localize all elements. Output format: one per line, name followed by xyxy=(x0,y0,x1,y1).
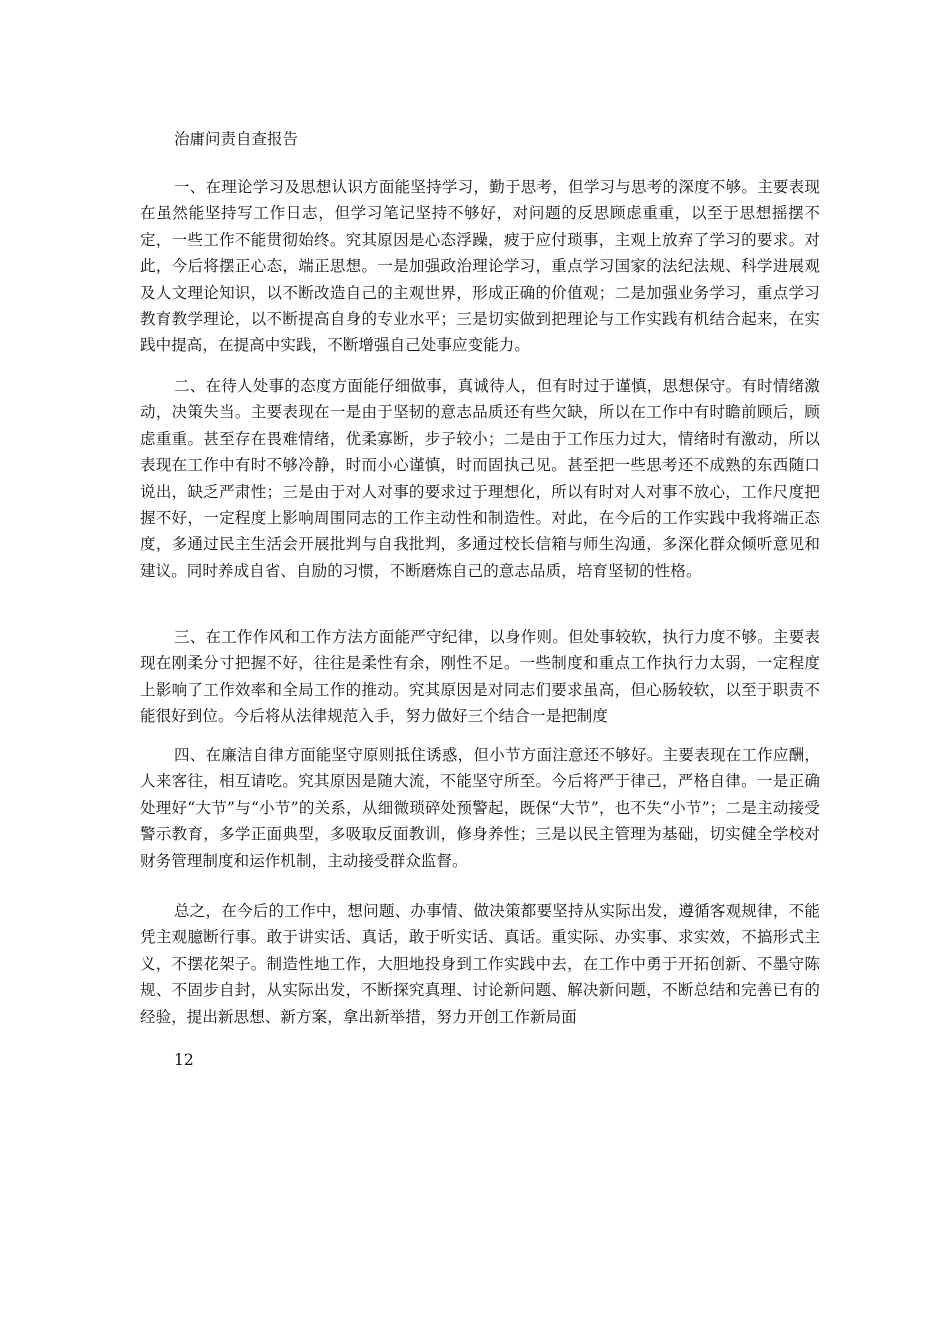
paragraph-theory-study: 一、在理论学习及思想认识方面能坚持学习，勤于思考，但学习与思考的深度不够。主要表现在虽然能坚持写工作日志，但学习笔记坚持不够好，对问题的反思顾虑重重，以至于思想摇摆不定，一些工作不能贯彻始终。究其原因是心态浮躁，疲于应付琐事，主观上放弃了学习的要求。对此，今后将摆正心态，端正思想。一是加强政治理论学习，重点学习国家的法纪法规、科学进展观及人文理论知识，以不断改造自己的主观世界，形成正确的价值观；二是加强业务学习，重点学习教育教学理论，以不断提高自身的专业水平；三是切实做到把理论与工作实践有机结合起来，在实践中提高，在提高中实践，不断增强自己处事应变能力。 xyxy=(140,178,820,355)
page-number: 12 xyxy=(174,1051,194,1069)
paragraph-conclusion: 总之，在今后的工作中，想问题、办事情、做决策都要坚持从实际出发，遵循客观规律，不能凭主观臆断行事。敢于讲实话、真话，敢于听实话、真话。重实际、办实事、求实效，不搞形式主义，不摆花架子。制造性地工作，大胆地投身到工作实践中去，在工作中勇于开拓创新、不墨守陈规、不固步自封，从实际出发，不断探究真理、讨论新问题、解决新问题，不断总结和完善已有的经验，提出新思想、新方案，拿出新举措，努力开创工作新局面 xyxy=(140,902,820,1026)
paragraph-integrity: 四、在廉洁自律方面能坚守原则抵住诱惑，但小节方面注意还不够好。主要表现在工作应酬，人来客往，相互请吃。究其原因是随大流，不能坚守所至。今后将严于律己，严格自律。一是正确处理好“大节”与“小节”的关系，从细微琐碎处预警起，既保“大节”，也不失“小节”；二是主动接受警示教育，多学正面典型，多吸取反面教训，修身养性；三是以民主管理为基础，切实健全学校对财务管理制度和运作机制，主动接受群众监督。 xyxy=(140,746,820,870)
paragraph-attitude: 二、在待人处事的态度方面能仔细做事，真诚待人，但有时过于谨慎，思想保守。有时情绪激动，决策失当。主要表现在一是由于坚韧的意志品质还有些欠缺，所以在工作中有时瞻前顾后，顾虑重重。甚至存在畏难情绪，优柔寡断，步子较小；二是由于工作压力过大，情绪时有激动，所以表现在工作中有时不够冷静，时而小心谨慎，时而固执己见。甚至把一些思考还不成熟的东西随口说出，缺乏严肃性；三是由于对人对事的要求过于理想化，所以有时对人对事不放心，工作尺度把握不好，一定程度上影响周围同志的工作主动性和制造性。对此，在今后的工作实践中我将端正态度，多通过民主生活会开展批判与自我批判，多通过校长信箱与师生沟通，多深化群众倾听意见和建议。同时养成自省、自励的习惯，不断磨炼自己的意志品质，培育坚韧的性格。 xyxy=(140,377,820,580)
document-title: 治庸问责自查报告 xyxy=(174,130,299,148)
paragraph-work-style: 三、在工作作风和工作方法方面能严守纪律，以身作则。但处事较软，执行力度不够。主要表现在刚柔分寸把握不好，往往是柔性有余，刚性不足。一些制度和重点工作执行力太弱，一定程度上影响了工作效率和全局工作的推动。究其原因是对同志们要求虽高，但心肠较软，以至于职责不能很好到位。今后将从法律规范入手，努力做好三个结合一是把制度 xyxy=(140,628,820,726)
